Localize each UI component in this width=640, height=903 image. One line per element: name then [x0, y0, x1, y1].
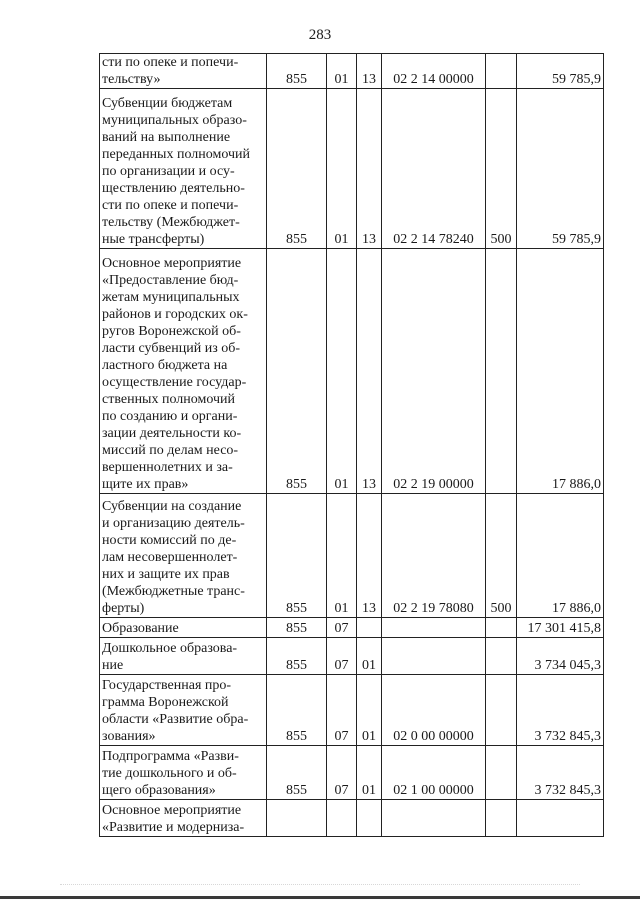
row-name: Основное мероприятие «Предоставление бюд- жетам муниципальных районов и городских ок- ругов Воронежской об- ласти субвенций из об- ластного бюджета на осуществление государ- ственных полномочий по созданию и органи- зации деятельности ко- миссий по делам несо- вершеннолетних и за- щите их прав» [100, 249, 267, 494]
target-code [382, 618, 486, 638]
table-row [100, 54, 604, 89]
expense-type-code [486, 618, 517, 638]
expense-type-code [486, 54, 517, 89]
section-code [327, 800, 357, 837]
target-code: 02 2 14 00000 [382, 54, 486, 89]
expense-type-code [486, 249, 517, 494]
expense-type-code [486, 638, 517, 675]
ministry-code [267, 800, 327, 837]
subsection-code: 13 [357, 494, 382, 618]
scan-noise [60, 884, 580, 886]
table-row [100, 746, 604, 800]
amount [517, 800, 604, 837]
expense-type-code: 500 [486, 494, 517, 618]
row-name: Субвенции бюджетам муниципальных образо- ваний на выполнение переданных полномочий по организации и осу- ществлению деятельно- сти по опеке и попечи- тельству (Межбюджет- ные трансферты) [100, 89, 267, 249]
amount: 3 732 845,3 [517, 675, 604, 746]
expense-type-code [486, 675, 517, 746]
section-code: 07 [327, 746, 357, 800]
target-code: 02 0 00 00000 [382, 675, 486, 746]
ministry-code: 855 [267, 249, 327, 494]
section-code: 07 [327, 675, 357, 746]
row-name: Подпрограмма «Разви- тие дошкольного и об- щего образования» [100, 746, 267, 800]
section-code: 01 [327, 54, 357, 89]
target-code: 02 2 19 00000 [382, 249, 486, 494]
section-code: 01 [327, 494, 357, 618]
section-code: 07 [327, 618, 357, 638]
amount: 17 301 415,8 [517, 618, 604, 638]
amount: 59 785,9 [517, 54, 604, 89]
subsection-code [357, 618, 382, 638]
ministry-code: 855 [267, 89, 327, 249]
section-code: 01 [327, 249, 357, 494]
table-row [100, 638, 604, 675]
page-bottom-edge [0, 896, 640, 899]
expense-type-code: 500 [486, 89, 517, 249]
subsection-code: 01 [357, 746, 382, 800]
subsection-code: 13 [357, 249, 382, 494]
amount: 17 886,0 [517, 249, 604, 494]
target-code [382, 800, 486, 837]
subsection-code: 01 [357, 638, 382, 675]
target-code: 02 1 00 00000 [382, 746, 486, 800]
subsection-code: 13 [357, 89, 382, 249]
subsection-code: 01 [357, 675, 382, 746]
expense-type-code [486, 800, 517, 837]
table-row [100, 618, 604, 638]
ministry-code: 855 [267, 54, 327, 89]
row-name: сти по опеке и попечи- тельству» [100, 54, 267, 89]
row-name: Основное мероприятие «Развитие и модерниза- [100, 800, 267, 837]
target-code [382, 638, 486, 675]
ministry-code: 855 [267, 494, 327, 618]
subsection-code: 13 [357, 54, 382, 89]
subsection-code [357, 800, 382, 837]
target-code: 02 2 14 78240 [382, 89, 486, 249]
amount: 59 785,9 [517, 89, 604, 249]
budget-table [99, 53, 604, 837]
table-row [100, 800, 604, 837]
ministry-code: 855 [267, 618, 327, 638]
expense-type-code [486, 746, 517, 800]
ministry-code: 855 [267, 675, 327, 746]
section-code: 01 [327, 89, 357, 249]
section-code: 07 [327, 638, 357, 675]
table-row [100, 89, 604, 249]
table-row [100, 675, 604, 746]
row-name: Образование [100, 618, 267, 638]
target-code: 02 2 19 78080 [382, 494, 486, 618]
row-name: Государственная про- грамма Воронежской области «Развитие обра- зования» [100, 675, 267, 746]
amount: 17 886,0 [517, 494, 604, 618]
amount: 3 734 045,3 [517, 638, 604, 675]
row-name: Субвенции на создание и организацию деятель- ности комиссий по де- лам несовершеннолет- них и защите их прав (Межбюджетные транс- ферты) [100, 494, 267, 618]
table-row [100, 249, 604, 494]
amount: 3 732 845,3 [517, 746, 604, 800]
row-name: Дошкольное образова- ние [100, 638, 267, 675]
table-row [100, 494, 604, 618]
page-number: 283 [308, 27, 332, 43]
ministry-code: 855 [267, 638, 327, 675]
ministry-code: 855 [267, 746, 327, 800]
